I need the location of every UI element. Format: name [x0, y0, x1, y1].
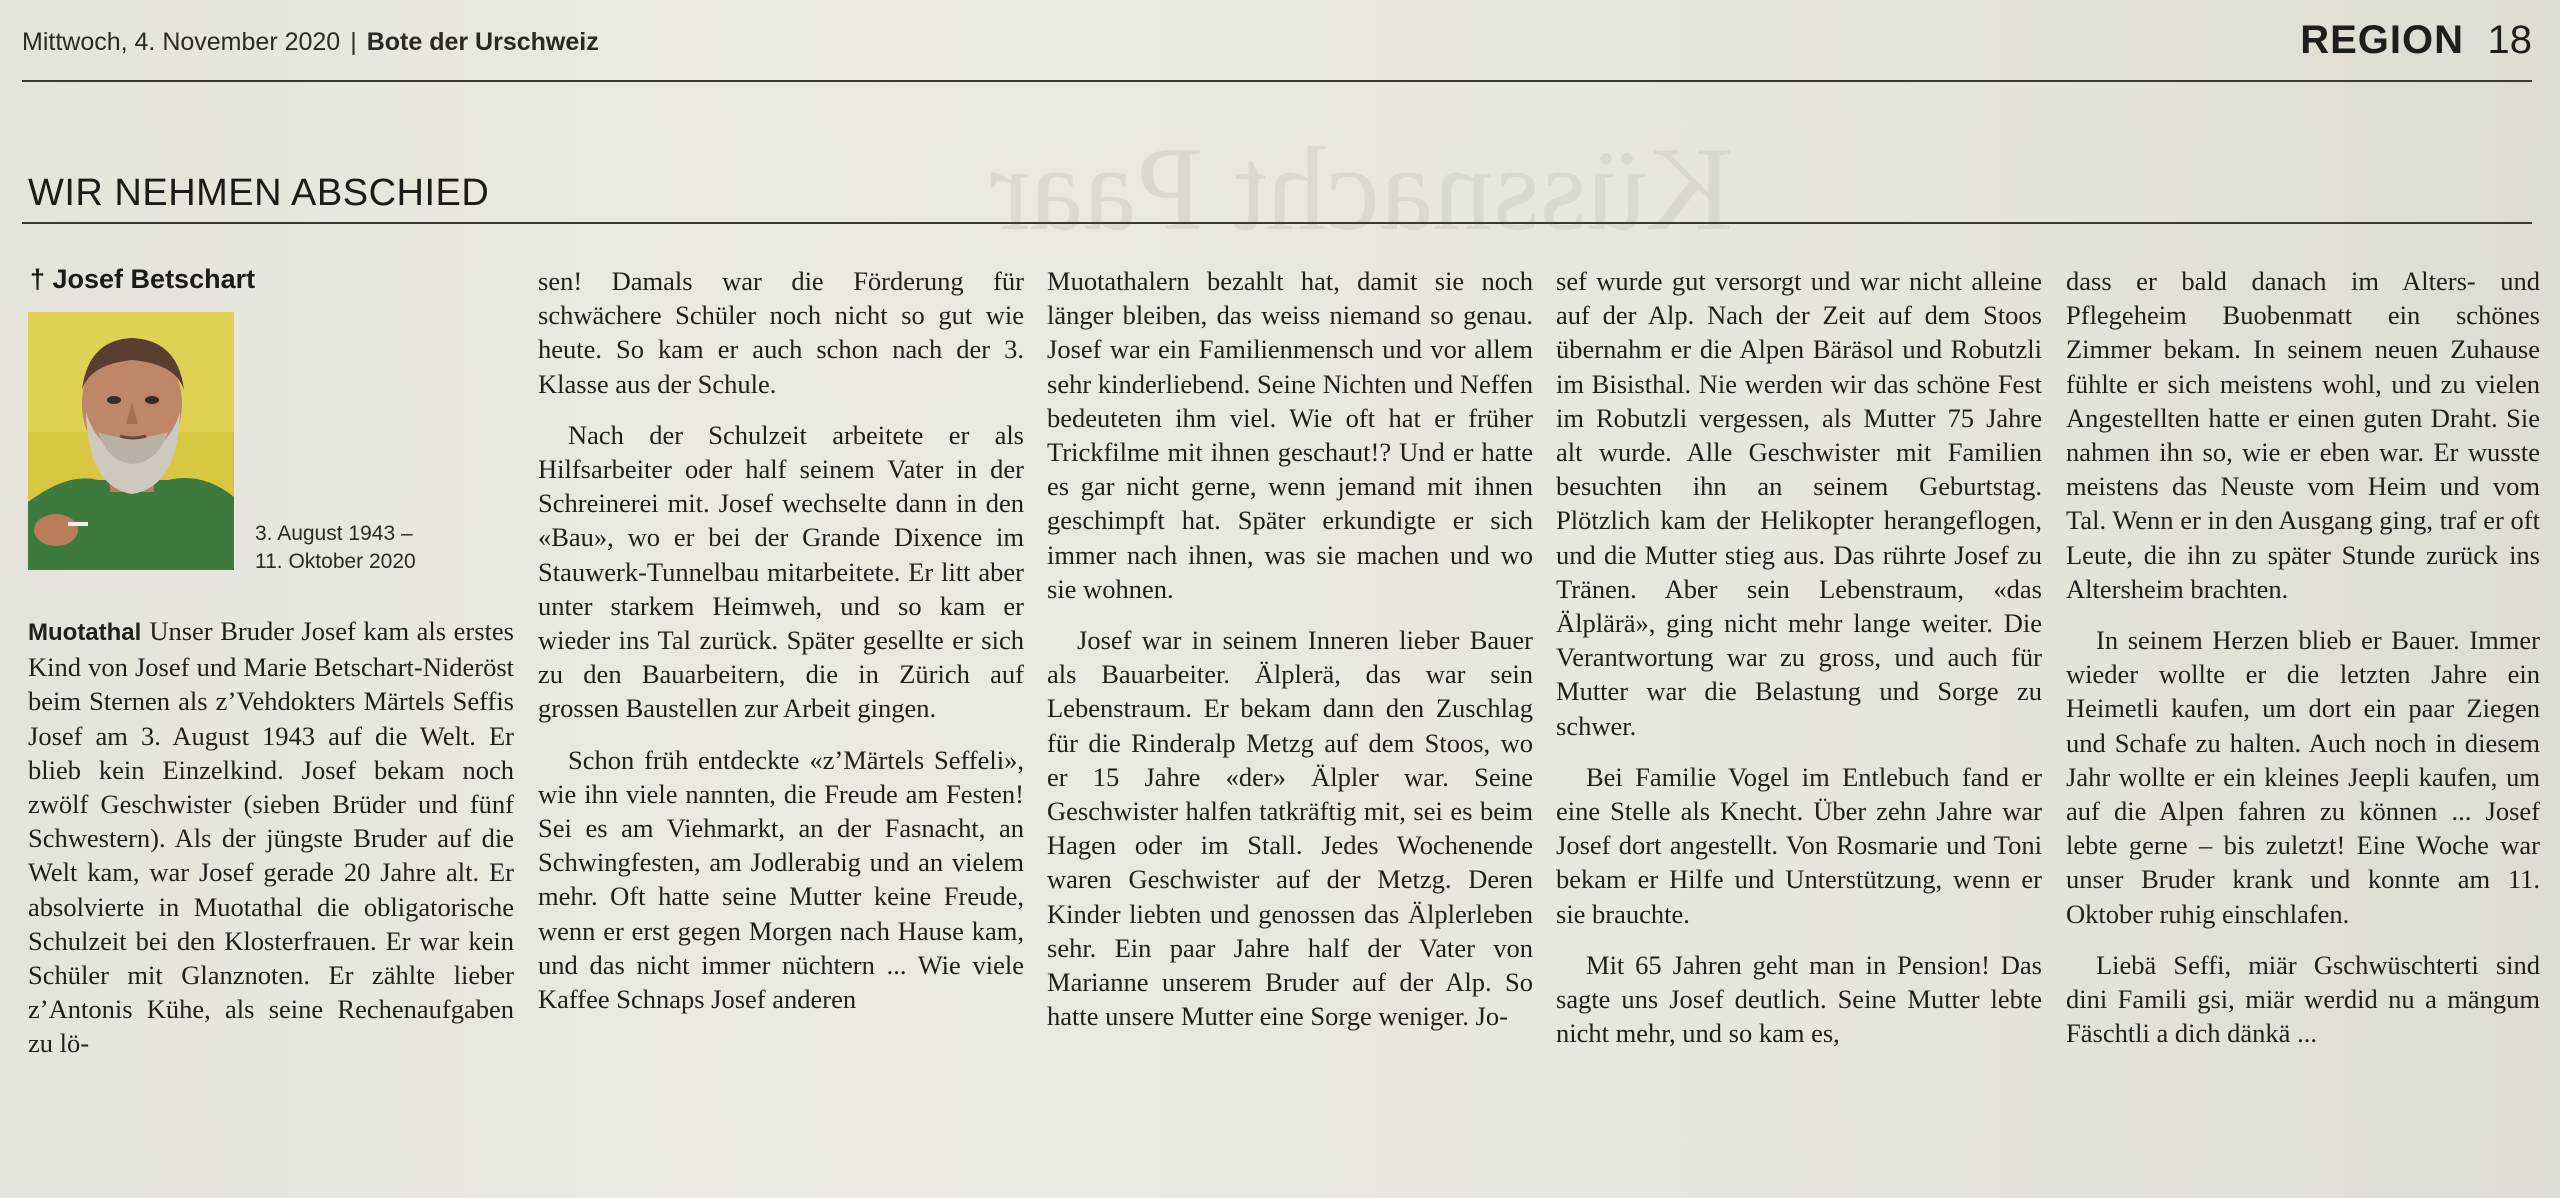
portrait-photo	[28, 312, 234, 570]
section-title: REGION	[2300, 18, 2464, 62]
newspaper-name: Bote der Urschweiz	[366, 28, 599, 56]
text-column-2	[538, 264, 1024, 1016]
text-column-4	[1556, 264, 2042, 1050]
column-4-paragraph-2: Bei Familie Vogel im Entlebuch fand er eine Stelle als Knecht. Über zehn Jahre war Josef dort angestellt. Von Rosmarie und Toni bekam er Hilfe und Unterstützung, wenn er sie brauchte.	[1556, 761, 2042, 929]
issue-date: Mittwoch, 4. November 2020	[22, 28, 341, 56]
column-4-paragraph-3: Mit 65 Jahren geht man in Pension! Das sagte uns Josef deutlich. Seine Mutter lebte nicht mehr, und so kam es,	[1556, 949, 2042, 1049]
column-1-paragraph-1-text: Unser Bruder Josef kam als erstes Kind von Josef und Marie Betschart-Nideröst beim Sternen als z’Vehdokters Märtels Seffis Josef am 3. August 1943 auf die Welt. Er blieb kein Einzelkind. Josef bekam noch zwölf Geschwister (sieben Brüder und fünf Schwestern). Als der jüngste Bruder auf die Welt kam, war Josef gerade 20 Jahre alt. Er absolvierte in Muotathal die obligatorische Schulzeit bei den Klosterfrauen. Er war kein Schüler mit Glanznoten. Er zählte lieber z’Antonis Kühe, als seine Rechenaufgaben zu lö-	[28, 616, 514, 1059]
column-2-paragraph-3: Schon früh entdeckte «z’Märtels Seffeli», wie ihn viele nannten, die Freude am Festen! Sei es am Viehmarkt, an der Fasnacht, an Schwingfesten, am Jodlerabig und an vielem mehr. Oft hatte seine Mutter keine Freude, wenn er erst gegen Morgen nach Hause kam, und das nicht immer nüchtern ... Wie viele Kaffee Schnaps Josef anderen	[538, 744, 1024, 1015]
headline-rule	[22, 222, 2532, 224]
text-column-5	[2066, 264, 2540, 1050]
text-column-1	[28, 614, 514, 1061]
column-3-paragraph-2: Josef war in seinem Inneren lieber Bauer als Bauarbeiter. Älplerä, das war sein Lebenstraum. Er bekam dann den Zuschlag für die Rinderalp Metzg auf dem Stoos, wo er 15 Jahre «der» Älpler war. Seine Geschwister halfen tatkräftig mit, sei es beim Hagen oder im Stall. Jedes Wochenende waren Geschwister auf der Metzg. Deren Kinder liebten und genossen das Älplerleben sehr. Ein paar Jahre half der Vater von Marianne unserem Bruder auf der Alp. So hatte unsere Mutter eine Sorge weniger. Jo-	[1047, 625, 1533, 1032]
page-header	[22, 18, 2532, 78]
text-column-3	[1047, 264, 1533, 1033]
death-date: 11. Oktober 2020	[255, 550, 416, 573]
page-number: 18	[2487, 18, 2532, 62]
column-5-paragraph-1: dass er bald danach im Alters- und Pflegeheim Buobenmatt ein schönes Zimmer bekam. In seinem neuen Zuhause fühlte er sich meistens wohl, und zu vielen Angestellten hatte er einen guten Draht. Sie nahmen ihn so, wie er eben war. Er wusste meistens das Neuste vom Heim und vom Tal. Wenn er in den Ausgang ging, traf er oft Leute, die ihn zu später Stunde zurück ins Altersheim brachten.	[2066, 266, 2540, 604]
birth-date: 3. August 1943 –	[255, 522, 413, 545]
column-5-paragraph-2: In seinem Herzen blieb er Bauer. Immer wieder wollte er die letzten Jahre ein Heimetli kaufen, um dort ein paar Ziegen und Schafe zu halten. Auch noch in diesem Jahr wollte er ein kleines Jeepli kaufen, um auf die Alpen fahren zu können ... Josef lebte gerne – bis zuletzt! Eine Woche war unser Bruder krank und konnte am 11. Oktober ruhig einschlafen.	[2066, 625, 2540, 929]
column-5-paragraph-3: Liebä Seffi, miär Gschwüschterti sind dini Famili gsi, miär werdid nu a mängum Fäschtli a dich dänkä ...	[2066, 949, 2540, 1049]
headline: WIR NEHMEN ABSCHIED	[28, 172, 490, 214]
column-2-paragraph-1: sen! Damals war die Förderung für schwächere Schüler noch nicht so gut wie heute. So kam er auch schon nach der 3. Klasse aus der Schule.	[538, 266, 1024, 399]
column-4-paragraph-1: sef wurde gut versorgt und war nicht alleine auf der Alp. Nach der Zeit auf dem Stoos übernahm er die Alpen Bäräsol und Robutzli im Bisisthal. Nie werden wir das schöne Fest im Robutzli vergessen, als Mutter 75 Jahre alt wurde. Alle Geschwister mit Familien besuchten ihn an seinem Geburtstag. Plötzlich kam der Helikopter herangeflogen, und die Mutter stieg aus. Das rührte Josef zu Tränen. Aber sein Lebenstraum, «das Älplärä», ging nicht mehr lange weiter. Die Verantwortung war zu gross, und auch für Mutter war die Belastung und Sorge zu schwer.	[1556, 266, 2042, 741]
dateline-separator: |	[350, 28, 357, 56]
column-2-paragraph-2: Nach der Schulzeit arbeitete er als Hilfsarbeiter oder half seinem Vater in der Schreinerei mit. Josef wechselte dann in den «Bau», wo er bei der Grande Dixence im Stauwerk-Tunnelbau mitarbeitete. Er litt aber unter starkem Heimweh, und so kam er wieder ins Tal zurück. Später gesellte er sich zu den Bauarbeitern, die in Zürich auf grossen Baustellen zur Arbeit gingen.	[538, 419, 1024, 724]
header-rule	[22, 80, 2532, 82]
dateline-place: Muotathal	[28, 619, 142, 646]
obituary-name: † Josef Betschart	[30, 264, 256, 294]
life-dates	[255, 520, 416, 576]
show-through-print: Küssnacht Paar	[990, 122, 1734, 255]
dateline	[22, 28, 599, 57]
column-1-paragraph-1	[28, 614, 514, 1061]
column-3-paragraph-1: Muotathalern bezahlt hat, damit sie noch länger bleiben, das weiss niemand so genau. Josef war ein Familienmensch und vor allem sehr kinderliebend. Seine Nichten und Neffen bedeuteten ihm viel. Wie oft hat er früher Trickfilme mit ihnen geschaut!? Und er hatte es gar nicht gerne, wenn jemand mit ihnen geschimpft hat. Später erkundigte er sich immer nach ihnen, was sie machen und wo sie wohnen.	[1047, 266, 1533, 604]
